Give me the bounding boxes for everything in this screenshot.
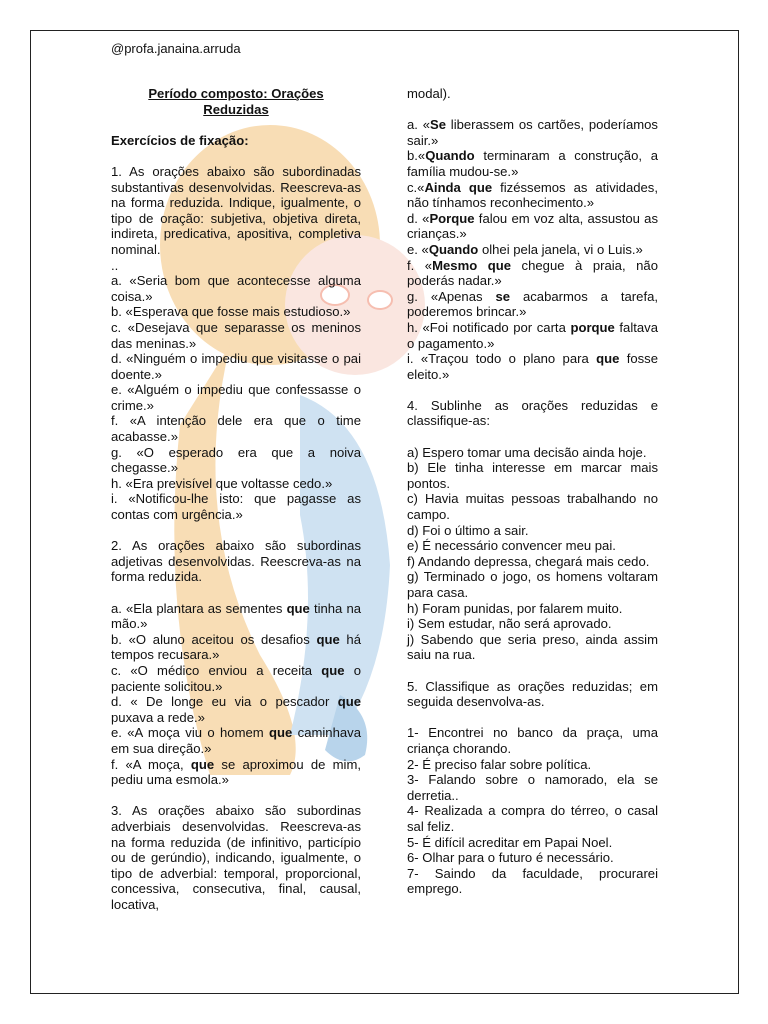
- list-item: d. « De longe eu via o pescador que puxava a rede.»: [111, 694, 361, 725]
- list-item: c. «Desejava que separasse os meninos das meninas.»: [111, 319, 361, 351]
- list-item: e. «A moça viu o homem que caminhava em sua direção.»: [111, 725, 361, 756]
- list-item: i. «Traçou todo o plano para que fosse eleito.»: [407, 351, 659, 382]
- list-item: 6- Olhar para o futuro é necessário.: [407, 850, 614, 866]
- list-item: g) Terminado o jogo, os homens voltaram para casa.: [407, 569, 658, 600]
- list-item: 1- Encontrei no banco da praça, uma criança chorando.: [407, 725, 658, 756]
- q2-instructions: 2. As orações abaixo são subordinas adjetivas desenvolvidas. Reescreva-as na forma reduzida.: [111, 538, 361, 585]
- q3-continuation: modal).: [407, 86, 451, 101]
- list-item: d. «Ninguém o impediu que visitasse o pai doente.»: [111, 351, 361, 382]
- list-item: d) Foi o último a sair.: [407, 522, 529, 538]
- title-line-1: Período composto: Orações: [148, 86, 324, 101]
- list-item: c) Havia muitas pessoas trabalhando no campo.: [407, 491, 658, 523]
- list-item: a. «Seria bom que acontecesse alguma coisa.»: [111, 273, 361, 304]
- list-item: j) Sabendo que seria preso, ainda assim saiu na rua.: [407, 631, 658, 663]
- list-item: i. «Notificou-lhe isto: que pagasse as contas com urgência.»: [111, 491, 361, 523]
- q1-instructions: 1. As orações abaixo são subordinadas substantivas desenvolvidas. Reescreva-as na forma reduzida. Indique, igualmente, o tipo de oração: subjetiva, objetiva direta, indireta, predicativa, apositiva, completiva nominal.: [111, 163, 361, 257]
- exercises-heading: Exercícios de fixação:: [111, 132, 249, 148]
- list-item: f. «Mesmo que chegue à praia, não poderás nadar.»: [407, 257, 658, 289]
- list-item: g. «O esperado era que a noiva chegasse.»: [111, 444, 361, 476]
- left-column: [111, 86, 361, 912]
- list-item: h. «Era previsível que voltasse cedo.»: [111, 475, 333, 491]
- list-item: h. «Foi notificado por carta porque faltava o pagamento.»: [407, 319, 658, 351]
- list-item: h) Foram punidas, por falarem muito.: [407, 600, 623, 616]
- list-item: e. «Quando olhei pela janela, vi o Luis.»: [407, 241, 643, 257]
- right-column: [407, 86, 658, 897]
- list-item: f. «A moça, que se aproximou de mim, pediu uma esmola.»: [111, 756, 361, 788]
- list-item: g. «Apenas se acabarmos a tarefa, poderemos brincar.»: [407, 288, 658, 320]
- list-item: 3- Falando sobre o namorado, ela se derretia..: [407, 772, 658, 803]
- list-item: b. «Esperava que fosse mais estudioso.»: [111, 304, 351, 320]
- q5-instructions: 5. Classifique as orações reduzidas; em seguida desenvolva-as.: [407, 678, 658, 710]
- list-item: f. «A intenção dele era que o time acabasse.»: [111, 413, 361, 445]
- list-item: b.«Quando terminaram a construção, a família mudou-se.»: [407, 148, 658, 179]
- title-line-2: Reduzidas: [203, 101, 269, 117]
- list-item: f) Andando depressa, chegará mais cedo.: [407, 553, 650, 569]
- list-item: 4- Realizada a compra do térreo, o casal sal feliz.: [407, 803, 658, 834]
- q3-instructions: 3. As orações abaixo são subordinas adverbiais desenvolvidas. Reescreva-as na forma reduzida (de infinitivo, particípio ou de gerúndio), indicando, igualmente, o tipo de adverbial: temporal, proporcional, concessiva, consecutiva, final, causal, locativa,: [111, 803, 361, 912]
- list-item: a. «Se liberassem os cartões, poderíamos sair.»: [407, 117, 658, 148]
- list-item: a. «Ela plantara as sementes que tinha na mão.»: [111, 600, 362, 632]
- list-item: a) Espero tomar uma decisão ainda hoje.: [407, 444, 647, 460]
- list-item: b. «O aluno aceitou os desafios que há tempos recusara.»: [111, 631, 361, 663]
- q4-instructions: 4. Sublinhe as orações reduzidas e classifique-as:: [407, 397, 658, 429]
- list-item: d. «Porque falou em voz alta, assustou as crianças.»: [407, 210, 658, 242]
- author-handle: @profa.janaina.arruda: [111, 41, 241, 56]
- list-item: c. «O médico enviou a receita que o paciente solicitou.»: [111, 662, 361, 694]
- list-item: i) Sem estudar, não será aprovado.: [407, 616, 612, 632]
- list-item: e) É necessário convencer meu pai.: [407, 538, 616, 554]
- list-item: 5- É difícil acreditar em Papai Noel.: [407, 834, 613, 850]
- list-item: b) Ele tinha interesse em marcar mais pontos.: [407, 460, 658, 491]
- list-item: 7- Saindo da faculdade, procurarei emprego.: [407, 865, 658, 897]
- list-item: e. «Alguém o impediu que confessasse o crime.»: [111, 382, 361, 413]
- q1-dots: ..: [111, 257, 119, 273]
- list-item: c.«Ainda que fizéssemos as atividades, não tínhamos reconhecimento.»: [407, 179, 658, 211]
- list-item: 2- É preciso falar sobre política.: [407, 756, 592, 772]
